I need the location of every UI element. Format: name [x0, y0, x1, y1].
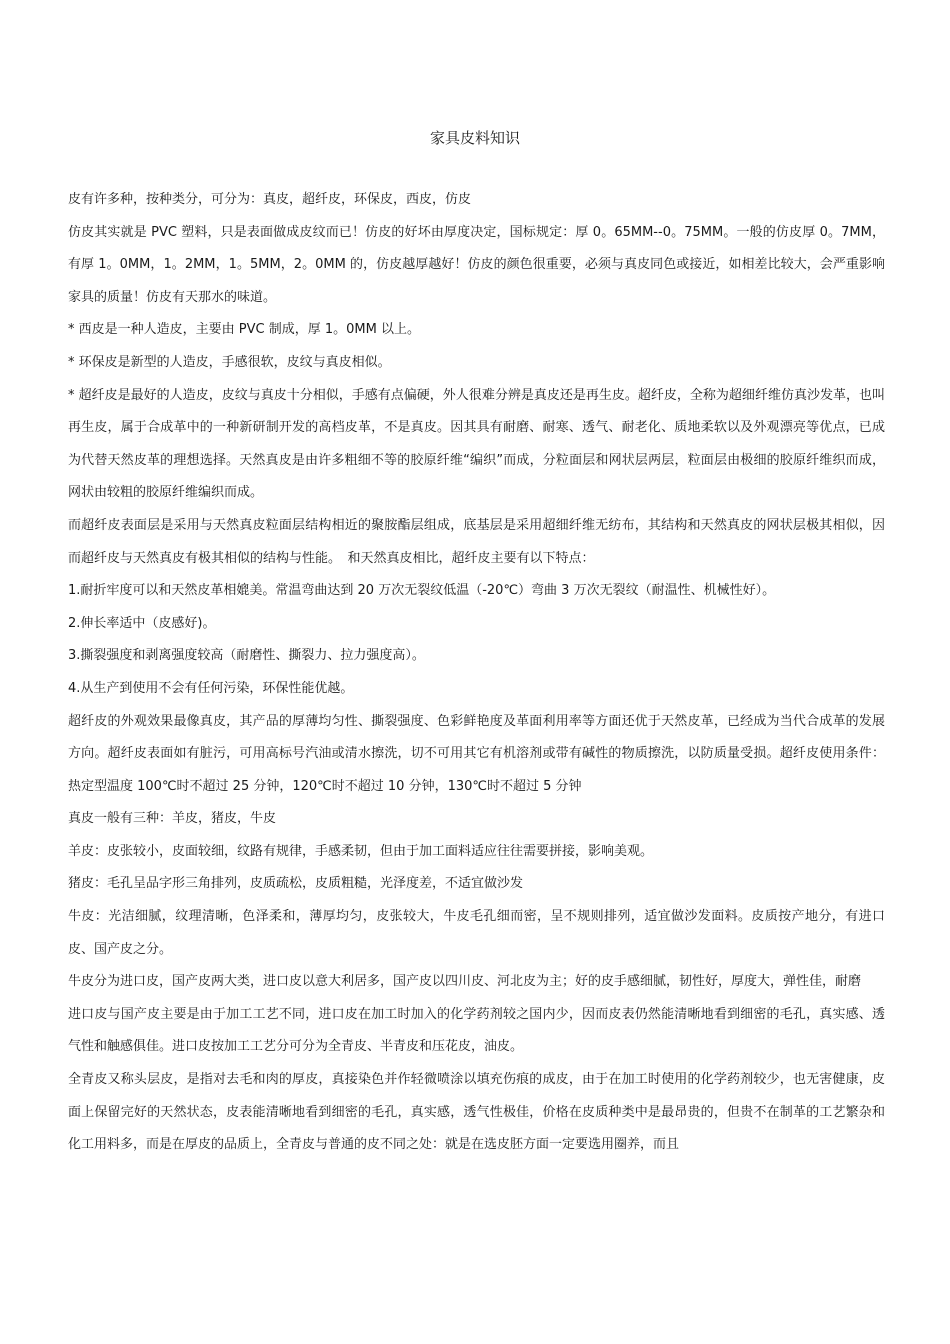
paragraph: 牛皮分为进口皮，国产皮两大类，进口皮以意大利居多，国产皮以四川皮、河北皮为主；好的皮手感细腻，韧性好，厚度大，弹性佳，耐磨 — [68, 974, 862, 990]
paragraph: 羊皮：皮张较小，皮面较细，纹路有规律，手感柔韧，但由于加工面料适应往往需要拼接，影响美观。 — [68, 843, 654, 859]
paragraph: 猪皮：毛孔呈品字形三角排列，皮质疏松，皮质粗糙，光泽度差，不适宜做沙发 — [68, 876, 524, 892]
paragraph: * 超纤皮是最好的人造皮，皮纹与真皮十分相似，手感有点偏硬，外人很难分辨是真皮还是再生皮。超纤皮，全称为超细纤维仿真沙发革，也叫再生皮，属于合成革中的一种新研制开发的高档皮革，不是真皮。因其具有耐磨、耐寒、透气、耐老化、质地柔软以及外观漂亮等优点，已成为代替天然皮革的理想选择。天然真皮是由许多粗细不等的胶原纤维“编织”而成，分粒面层和网状层两层，粒面层由极细的胶原纤维织而成，网状由较粗的胶原纤维编织而成。 — [68, 387, 885, 501]
paragraph: 牛皮：光洁细腻，纹理清晰，色泽柔和，薄厚均匀，皮张较大，牛皮毛孔细而密，呈不规则排列，适宜做沙发面料。皮质按产地分，有进口皮、国产皮之分。 — [68, 909, 885, 957]
paragraph: * 西皮是一种人造皮，主要由 PVC 制成，厚 1。0MM 以上。 — [68, 322, 420, 338]
paragraph: 全青皮又称头层皮，是指对去毛和肉的厚皮，真接染色并作轻微喷涂以填充伤痕的成皮，由于在加工时使用的化学药剂较少，也无害健康，皮面上保留完好的天然状态，皮表能清晰地看到细密的毛孔，真实感，透气性极佳，价格在皮质种类中是最昂贵的，但贵不在制革的工艺繁杂和化工用料多，而是在厚皮的品质上，全青皮与普通的皮不同之处：就是在选皮胚方面一定要选用圈养，而且 — [68, 1072, 885, 1153]
paragraph: * 环保皮是新型的人造皮，手感很软，皮纹与真皮相似。 — [68, 354, 391, 370]
document-body — [68, 184, 885, 1162]
paragraph: 而超纤皮表面层是采用与天然真皮粒面层结构相近的聚胺酯层组成，底基层是采用超细纤维无纺布，其结构和天然真皮的网状层极其相似，因而超纤皮与天然真皮有极其相似的结构与性能。 和天然真皮相比，超纤皮主要有以下特点： — [68, 517, 885, 566]
paragraph: 进口皮与国产皮主要是由于加工工艺不同，进口皮在加工时加入的化学药剂较之国内少，因而皮表仍然能清晰地看到细密的毛孔，真实感、透气性和触感俱佳。进口皮按加工工艺分可分为全青皮、半青皮和压花皮，油皮。 — [68, 1006, 885, 1055]
list-item: 3.撕裂强度和剥离强度较高（耐磨性、撕裂力、拉力强度高）。 — [68, 648, 425, 664]
paragraph: 真皮一般有三种：羊皮，猪皮，牛皮 — [68, 811, 277, 827]
paragraph: 皮有许多种，按种类分，可分为：真皮，超纤皮，环保皮，西皮，仿皮 — [68, 192, 472, 207]
list-item: 2.伸长率适中（皮感好)。 — [68, 615, 216, 631]
document-title: 家具皮料知识 — [429, 129, 520, 147]
paragraph: 仿皮其实就是 PVC 塑料，只是表面做成皮纹而已！仿皮的好坏由厚度决定，国标规定：厚 0。65MM--0。75MM。一般的仿皮厚 0。7MM，有厚 1。0MM，1。2MM，1。5MM，2。0MM 的，仿皮越厚越好！仿皮的颜色很重要，必须与真皮同色或接近，如相差比较大，会严重影响家具的质量！仿皮有天那水的味道。 — [68, 224, 885, 305]
paragraph: 超纤皮的外观效果最像真皮，其产品的厚薄均匀性、撕裂强度、色彩鲜艳度及革面利用率等方面还优于天然皮革，已经成为当代合成革的发展方向。超纤皮表面如有脏污，可用高标号汽油或清水擦洗，切不可用其它有机溶剂或带有碱性的物质擦洗，以防质量受损。超纤皮使用条件：热定型温度 100℃时不超过 25 分钟，120℃时不超过 10 分钟，130℃时不超过 5 分钟 — [68, 713, 885, 794]
list-item: 4.从生产到使用不会有任何污染，环保性能优越。 — [68, 680, 354, 696]
list-item: 1.耐折牢度可以和天然皮革相媲美。常温弯曲达到 20 万次无裂纹低温（-20℃）弯曲 3 万次无裂纹（耐温性、机械性好）。 — [68, 583, 776, 599]
